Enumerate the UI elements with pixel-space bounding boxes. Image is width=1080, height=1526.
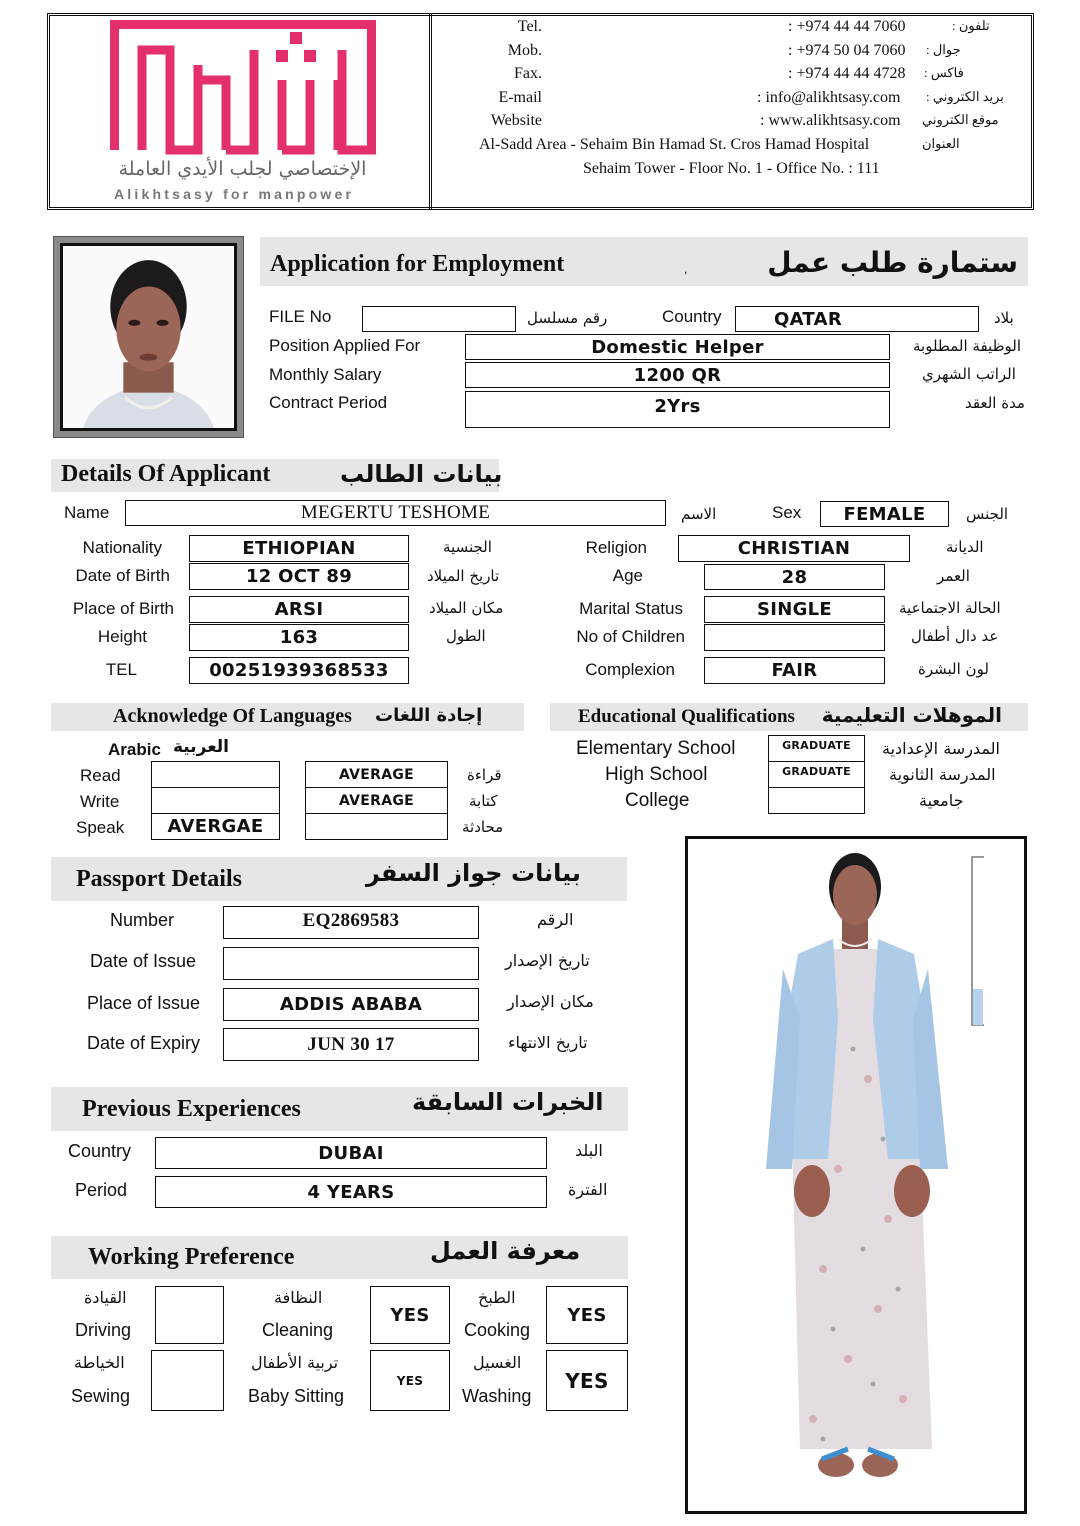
lang-write-ar: كتابة — [469, 792, 498, 810]
edu-elementary-field[interactable]: GRADUATE — [768, 735, 865, 762]
pref-sewing-label: Sewing — [71, 1386, 131, 1406]
edu-college-ar: جامعية — [919, 791, 964, 810]
country-field[interactable]: QATAR — [735, 306, 979, 332]
contact-value-mob: : +974 50 04 7060 — [788, 42, 906, 59]
contact-label-tel: Tel. — [517, 18, 542, 35]
salary-field[interactable]: 1200 QR — [465, 362, 890, 388]
passport-expiry-label: Date of Expiry — [86, 1033, 200, 1053]
contact-ar-email: بريد الكتروني : — [926, 89, 1004, 104]
education-section-title: Educational Qualifications — [578, 706, 795, 727]
applicant-section-title: Details Of Applicant — [61, 461, 271, 487]
sex-field[interactable]: FEMALE — [820, 501, 949, 527]
applicant-section-title-ar: بيانات الطالب — [340, 460, 503, 488]
education-section-title-ar: الموهلات التعليمية — [821, 703, 1002, 727]
passport-issue-date-label: Date of Issue — [89, 951, 196, 971]
languages-section-title: Acknowledge Of Languages — [113, 705, 352, 727]
position-ar: الوظيفة المطلوبة — [913, 337, 1021, 355]
company-name-arabic: الإختصاصي لجلب الأيدي العاملة — [118, 158, 367, 180]
lang-read-ar: قراءة — [467, 766, 502, 784]
lang-speak-col2-field[interactable] — [305, 813, 448, 840]
passport-issue-place-ar: مكان الإصدار — [507, 992, 594, 1011]
passport-issue-date-field[interactable] — [223, 947, 479, 980]
religion-ar: الديانة — [946, 538, 984, 556]
contact-value-tel: : +974 44 44 7060 — [788, 18, 906, 35]
file-no-label: FILE No — [269, 307, 332, 326]
contact-ar-fax: فاكس : — [924, 65, 964, 80]
age-field[interactable]: 28 — [704, 564, 885, 590]
nationality-label: Nationality — [82, 538, 162, 557]
passport-section-title-ar: بيانات جواز السفر — [366, 859, 581, 887]
contact-label-mob: Mob. — [507, 42, 542, 59]
position-field[interactable]: Domestic Helper — [465, 334, 890, 360]
edu-elementary-label: Elementary School — [576, 738, 736, 759]
preference-section-title: Working Preference — [88, 1244, 295, 1270]
address-ar-label: العنوان — [922, 136, 960, 151]
contact-value-email[interactable]: : info@alikhtsasy.com — [757, 89, 901, 106]
passport-issue-place-label: Place of Issue — [86, 993, 200, 1013]
pref-babysitting-label: Baby Sitting — [248, 1386, 345, 1406]
experience-period-label: Period — [75, 1180, 128, 1200]
pref-sewing-ar: الخياطة — [74, 1353, 125, 1372]
pref-driving-field[interactable] — [155, 1286, 224, 1344]
lang-speak-ar: محادثة — [462, 818, 504, 836]
pref-washing-field[interactable]: YES — [546, 1350, 628, 1411]
lang-speak-label: Speak — [76, 818, 125, 837]
experience-country-label: Country — [68, 1141, 132, 1161]
name-label: Name — [64, 503, 110, 522]
experience-country-field[interactable]: DUBAI — [155, 1137, 547, 1169]
contact-label-website: Website — [490, 112, 542, 129]
preference-section-title-ar: معرفة العمل — [430, 1237, 581, 1265]
experience-country-ar: البلد — [575, 1141, 603, 1160]
name-field[interactable]: MEGERTU TESHOME — [125, 500, 666, 526]
edu-college-label: College — [625, 790, 690, 811]
contact-value-website[interactable]: : www.alikhtsasy.com — [760, 112, 901, 129]
children-label: No of Children — [576, 627, 685, 646]
passport-issue-date-ar: تاريخ الإصدار — [505, 951, 590, 970]
contact-label-fax: Fax. — [514, 65, 542, 82]
nationality-ar: الجنسية — [443, 538, 492, 556]
pref-washing-label: Washing — [462, 1386, 532, 1406]
pref-cleaning-field[interactable]: YES — [370, 1286, 450, 1344]
name-ar: الاسم — [681, 505, 717, 523]
pref-cleaning-label: Cleaning — [262, 1320, 334, 1340]
complexion-label: Complexion — [585, 660, 675, 679]
lang-read-col2-field[interactable]: AVERAGE — [305, 761, 448, 788]
edu-highschool-field[interactable]: GRADUATE — [768, 761, 865, 788]
contact-ar-website: موقع الكتروني — [922, 112, 999, 127]
contact-ar-mob: جوال : — [926, 42, 961, 57]
file-no-ar: رقم مسلسل — [527, 309, 608, 327]
languages-section-title-ar: إجادة اللغات — [375, 705, 483, 726]
address-line-2: Sehaim Tower - Floor No. 1 - Office No. : 111 — [583, 160, 880, 177]
tel-label: TEL — [105, 660, 137, 679]
experience-section-title: Previous Experiences — [82, 1096, 301, 1122]
pref-cleaning-ar: النظافة — [274, 1288, 323, 1307]
edu-college-field[interactable] — [768, 787, 865, 814]
religion-field[interactable]: CHRISTIAN — [678, 535, 910, 562]
pob-ar: مكان الميلاد — [429, 599, 504, 617]
application-title-comma: , — [684, 262, 688, 276]
pob-label: Place of Birth — [72, 599, 174, 618]
company-logo-icon — [110, 20, 376, 155]
pref-babysitting-field[interactable]: YES — [370, 1350, 450, 1411]
country-label: Country — [662, 307, 722, 326]
passport-section-title: Passport Details — [76, 866, 242, 892]
edu-highschool-label: High School — [605, 764, 708, 785]
pref-sewing-field[interactable] — [151, 1350, 224, 1411]
lang-speak-col1-field[interactable]: AVERGAE — [151, 813, 280, 840]
height-ar: الطول — [446, 627, 486, 645]
nationality-field[interactable]: ETHIOPIAN — [189, 535, 409, 562]
passport-number-ar: الرقم — [537, 910, 574, 929]
passport-number-label: Number — [109, 910, 174, 930]
pref-babysitting-ar: تربية الأطفال — [251, 1353, 339, 1372]
complexion-field[interactable]: FAIR — [704, 657, 885, 684]
contract-label: Contract Period — [269, 393, 388, 412]
contact-label-email: E-mail — [498, 89, 542, 106]
religion-label: Religion — [585, 538, 647, 557]
pob-field[interactable]: ARSI — [189, 596, 409, 623]
portrait-photo — [60, 243, 237, 431]
passport-expiry-ar: تاريخ الانتهاء — [508, 1033, 588, 1052]
sex-label: Sex — [772, 503, 802, 522]
person-full-body-icon — [688, 839, 1024, 1511]
age-ar: العمر — [937, 567, 970, 585]
lang-write-label: Write — [80, 792, 120, 811]
application-title-en: Application for Employment — [270, 251, 565, 277]
pref-driving-ar: القيادة — [84, 1288, 127, 1307]
dob-label: Date of Birth — [75, 566, 170, 585]
country-ar: بلاد — [994, 309, 1014, 327]
marital-field[interactable]: SINGLE — [704, 596, 885, 623]
pref-driving-label: Driving — [75, 1320, 132, 1340]
passport-expiry-field[interactable]: JUN 30 17 — [223, 1028, 479, 1061]
portrait-photo-frame — [53, 236, 244, 438]
height-label: Height — [97, 627, 147, 646]
height-field[interactable]: 163 — [189, 624, 409, 651]
arabic-language-label-ar: العربية — [173, 737, 230, 757]
lang-read-col1-field[interactable] — [151, 761, 280, 788]
contract-ar: مدة العقد — [965, 394, 1025, 412]
passport-number-field[interactable]: EQ2869583 — [223, 906, 479, 939]
edu-elementary-ar: المدرسة الإعدادية — [882, 739, 1000, 758]
children-ar: عد دال أطفال — [911, 627, 999, 645]
complexion-ar: لون البشرة — [918, 660, 989, 678]
passport-issue-place-field[interactable]: ADDIS ABABA — [223, 988, 479, 1021]
contact-ar-tel: تلفون : — [952, 18, 990, 33]
letterhead-divider — [429, 13, 432, 210]
application-title-ar: ستمارة طلب عمل — [767, 246, 1018, 279]
marital-label: Marital Status — [579, 599, 683, 618]
address-line-1: Al-Sadd Area - Sehaim Bin Hamad St. Cros Hamad Hospital — [479, 136, 870, 153]
company-name-english: Alikhtsasy for manpower — [114, 186, 355, 202]
lang-read-label: Read — [80, 766, 121, 785]
tel-field[interactable]: 00251939368533 — [189, 657, 409, 684]
pref-washing-ar: الغسيل — [473, 1353, 522, 1372]
lang-write-col1-field[interactable] — [151, 787, 280, 814]
children-field[interactable] — [704, 624, 885, 651]
experience-period-field[interactable]: 4 YEARS — [155, 1176, 547, 1208]
dob-ar: تاريخ الميلاد — [427, 567, 500, 585]
salary-label: Monthly Salary — [269, 365, 382, 384]
full-body-photo — [685, 836, 1027, 1514]
experience-section-title-ar: الخبرات السابقة — [412, 1088, 604, 1116]
file-no-field[interactable] — [362, 306, 516, 332]
person-portrait-icon — [63, 246, 234, 428]
lang-write-col2-field[interactable]: AVERAGE — [305, 787, 448, 814]
experience-period-ar: الفترة — [568, 1180, 608, 1199]
arabic-language-label: Arabic — [108, 740, 161, 759]
pref-cooking-field[interactable]: YES — [546, 1286, 628, 1344]
position-label: Position Applied For — [269, 336, 421, 355]
dob-field[interactable]: 12 OCT 89 — [189, 563, 409, 590]
salary-ar: الراتب الشهري — [922, 365, 1016, 383]
contract-field[interactable]: 2Yrs — [465, 391, 890, 428]
pref-cooking-label: Cooking — [464, 1320, 531, 1340]
edu-highschool-ar: المدرسة الثانوية — [889, 765, 996, 784]
sex-ar: الجنس — [966, 505, 1009, 523]
contact-value-fax: : +974 44 44 4728 — [788, 65, 906, 82]
pref-cooking-ar: الطبخ — [478, 1288, 516, 1307]
age-label: Age — [612, 566, 643, 585]
marital-ar: الحالة الاجتماعية — [899, 599, 1001, 617]
